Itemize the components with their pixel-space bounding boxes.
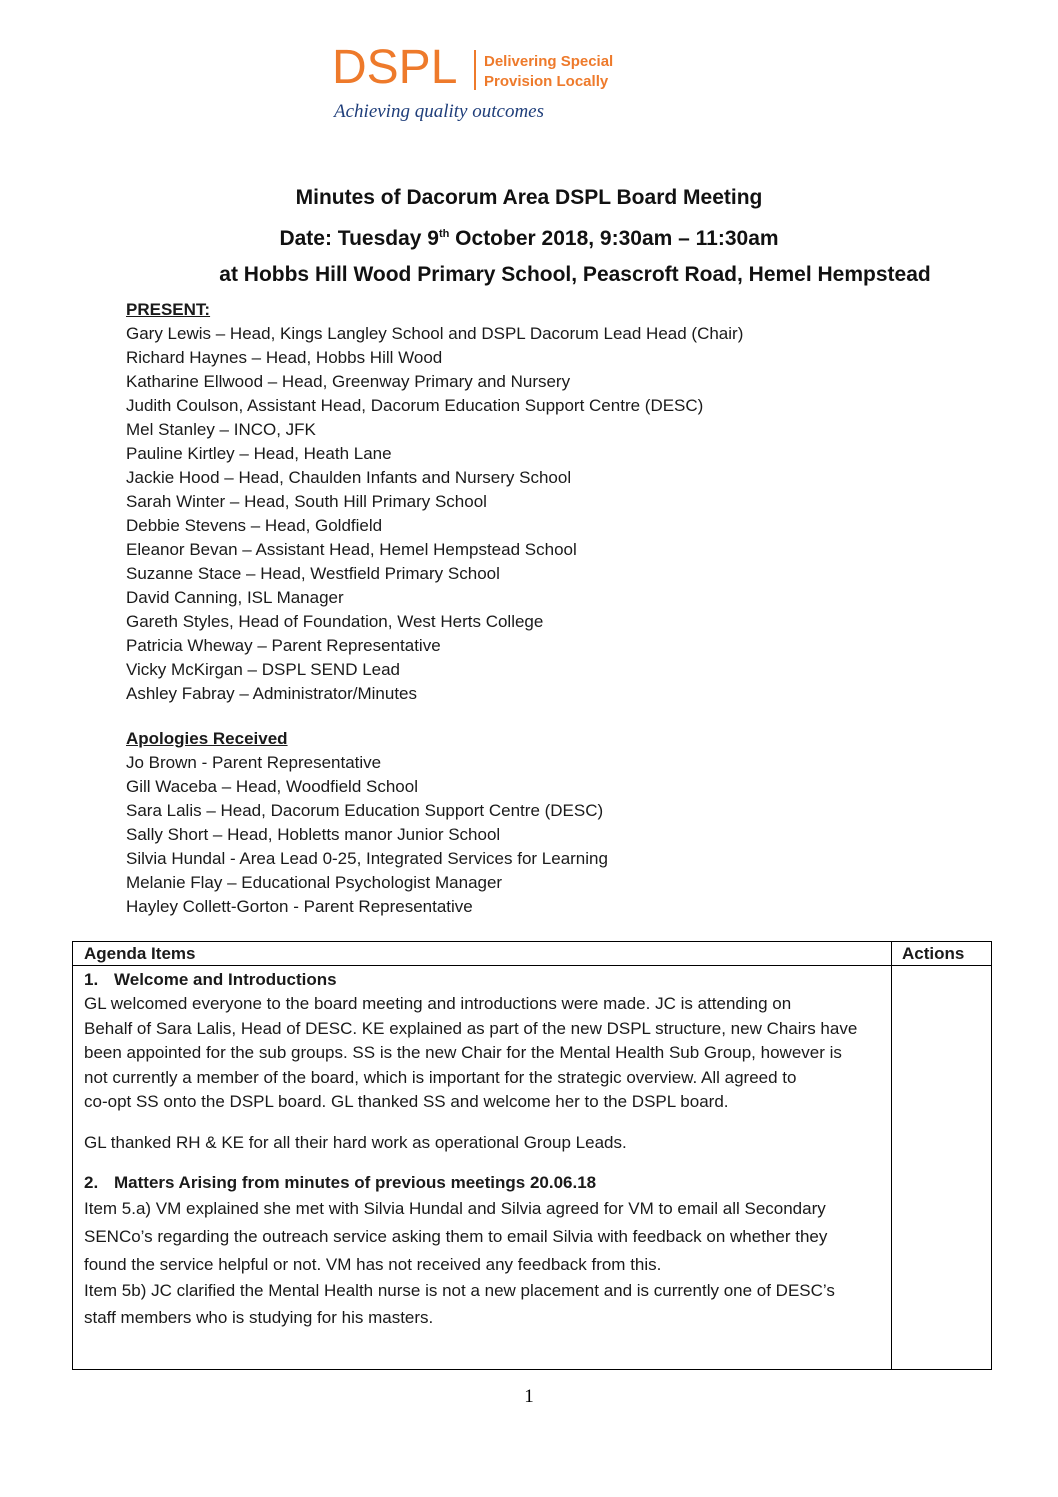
- present-person: Sarah Winter – Head, South Hill Primary School: [126, 492, 487, 511]
- agenda-item-2-line: Item 5b) JC clarified the Mental Health nurse is not a new placement and is currently one of DESC’s: [84, 1281, 835, 1300]
- agenda-items-header: Agenda Items: [84, 944, 196, 963]
- present-person: Gary Lewis – Head, Kings Langley School and DSPL Dacorum Lead Head (Chair): [126, 324, 744, 343]
- actions-header: Actions: [902, 944, 965, 963]
- apologies-person: Sara Lalis – Head, Dacorum Education Support Centre (DESC): [126, 801, 604, 820]
- logo-tagline-line-2: Provision Locally: [484, 73, 609, 90]
- agenda-item-1-line: Behalf of Sara Lalis, Head of DESC. KE explained as part of the new DSPL structure, new Chairs have: [84, 1018, 858, 1038]
- present-person: Ashley Fabray – Administrator/Minutes: [126, 684, 418, 703]
- document-heading: [0, 180, 1058, 293]
- present-person: David Canning, ISL Manager: [126, 588, 344, 607]
- meeting-date-prefix: Date: Tuesday 9: [279, 227, 439, 250]
- apologies-person: Silvia Hundal - Area Lead 0-25, Integrated Services for Learning: [126, 849, 608, 868]
- agenda-item-2-title-text: Matters Arising from minutes of previous meetings 20.06.18: [114, 1173, 597, 1192]
- present-person: Judith Coulson, Assistant Head, Dacorum Education Support Centre (DESC): [126, 396, 704, 415]
- apologies-title: Apologies Received: [126, 729, 288, 748]
- agenda-item-1-line: GL welcomed everyone to the board meeting and introductions were made. JC is attending on: [84, 994, 792, 1013]
- agenda-item-1-title-text: Welcome and Introductions: [114, 970, 337, 989]
- logo-slogan: Achieving quality outcomes: [334, 101, 544, 122]
- agenda-item-2-line: SENCo’s regarding the outreach service asking them to email Silvia with feedback on whether they: [84, 1227, 828, 1246]
- logo-mark: DSPL: [332, 41, 458, 94]
- present-person: Katharine Ellwood – Head, Greenway Primary and Nursery: [126, 372, 571, 391]
- present-title: PRESENT:: [126, 300, 211, 319]
- agenda-item-2-number: 2.: [84, 1173, 99, 1192]
- table-header-divider: [73, 965, 991, 966]
- apologies-person: Sally Short – Head, Hobletts manor Junior School: [126, 825, 501, 844]
- present-person: Jackie Hood – Head, Chaulden Infants and Nursery School: [126, 468, 572, 487]
- meeting-date-suffix: October 2018, 9:30am – 11:30am: [449, 227, 779, 250]
- agenda-item-1-title: [84, 967, 884, 992]
- dspl-logo: [332, 41, 622, 134]
- present-person: Patricia Wheway – Parent Representative: [126, 636, 441, 655]
- agenda-item-2-line: staff members who is studying for his masters.: [84, 1307, 434, 1327]
- agenda-item-1-number: 1.: [84, 970, 99, 989]
- agenda-item-1-line: not currently a member of the board, which is important for the strategic overview. All agreed to: [84, 1067, 797, 1087]
- agenda-item-2-line: found the service helpful or not. VM has not received any feedback from this.: [84, 1255, 662, 1274]
- document-title: Minutes of Dacorum Area DSPL Board Meeting: [295, 186, 763, 209]
- present-person: Mel Stanley – INCO, JFK: [126, 420, 316, 439]
- meeting-date: [0, 216, 1058, 257]
- logo-divider: [474, 50, 476, 90]
- agenda-item-1-thanks: GL thanked RH & KE for all their hard work as operational Group Leads.: [84, 1132, 627, 1152]
- present-person: Vicky McKirgan – DSPL SEND Lead: [126, 660, 401, 679]
- agenda-table: [72, 941, 992, 1370]
- present-person: Richard Haynes – Head, Hobbs Hill Wood: [126, 348, 443, 367]
- agenda-item-2-line: Item 5.a) VM explained she met with Silvia Hundal and Silvia agreed for VM to email all Secondary: [84, 1199, 826, 1218]
- meeting-date-ordinal: th: [438, 228, 450, 240]
- present-person: Eleanor Bevan – Assistant Head, Hemel Hempstead School: [126, 540, 577, 559]
- present-section: [126, 298, 743, 706]
- present-person: Debbie Stevens – Head, Goldfield: [126, 516, 383, 535]
- apologies-person: Gill Waceba – Head, Woodfield School: [126, 777, 418, 796]
- logo-tagline-line-1: Delivering Special: [484, 53, 614, 70]
- agenda-item-1-line: co-opt SS onto the DSPL board. GL thanked SS and welcome her to the DSPL board.: [84, 1092, 729, 1111]
- apologies-person: Melanie Flay – Educational Psychologist Manager: [126, 873, 503, 892]
- agenda-item-1-line: been appointed for the sub groups. SS is the new Chair for the Mental Health Sub Group, however is: [84, 1043, 842, 1062]
- page-number: 1: [524, 1386, 534, 1407]
- agenda-items-cell: [84, 967, 884, 1332]
- apologies-person: Jo Brown - Parent Representative: [126, 753, 382, 772]
- apologies-person: Hayley Collett-Gorton - Parent Representative: [126, 897, 473, 916]
- present-person: Pauline Kirtley – Head, Heath Lane: [126, 444, 392, 463]
- table-column-divider: [891, 942, 892, 1369]
- present-person: Suzanne Stace – Head, Westfield Primary School: [126, 564, 500, 583]
- present-person: Gareth Styles, Head of Foundation, West Herts College: [126, 612, 544, 631]
- apologies-section: [126, 727, 608, 919]
- logo-tagline: [484, 52, 613, 92]
- agenda-item-2-title: [84, 1170, 884, 1195]
- meeting-venue: at Hobbs Hill Wood Primary School, Peascroft Road, Hemel Hempstead: [219, 263, 931, 286]
